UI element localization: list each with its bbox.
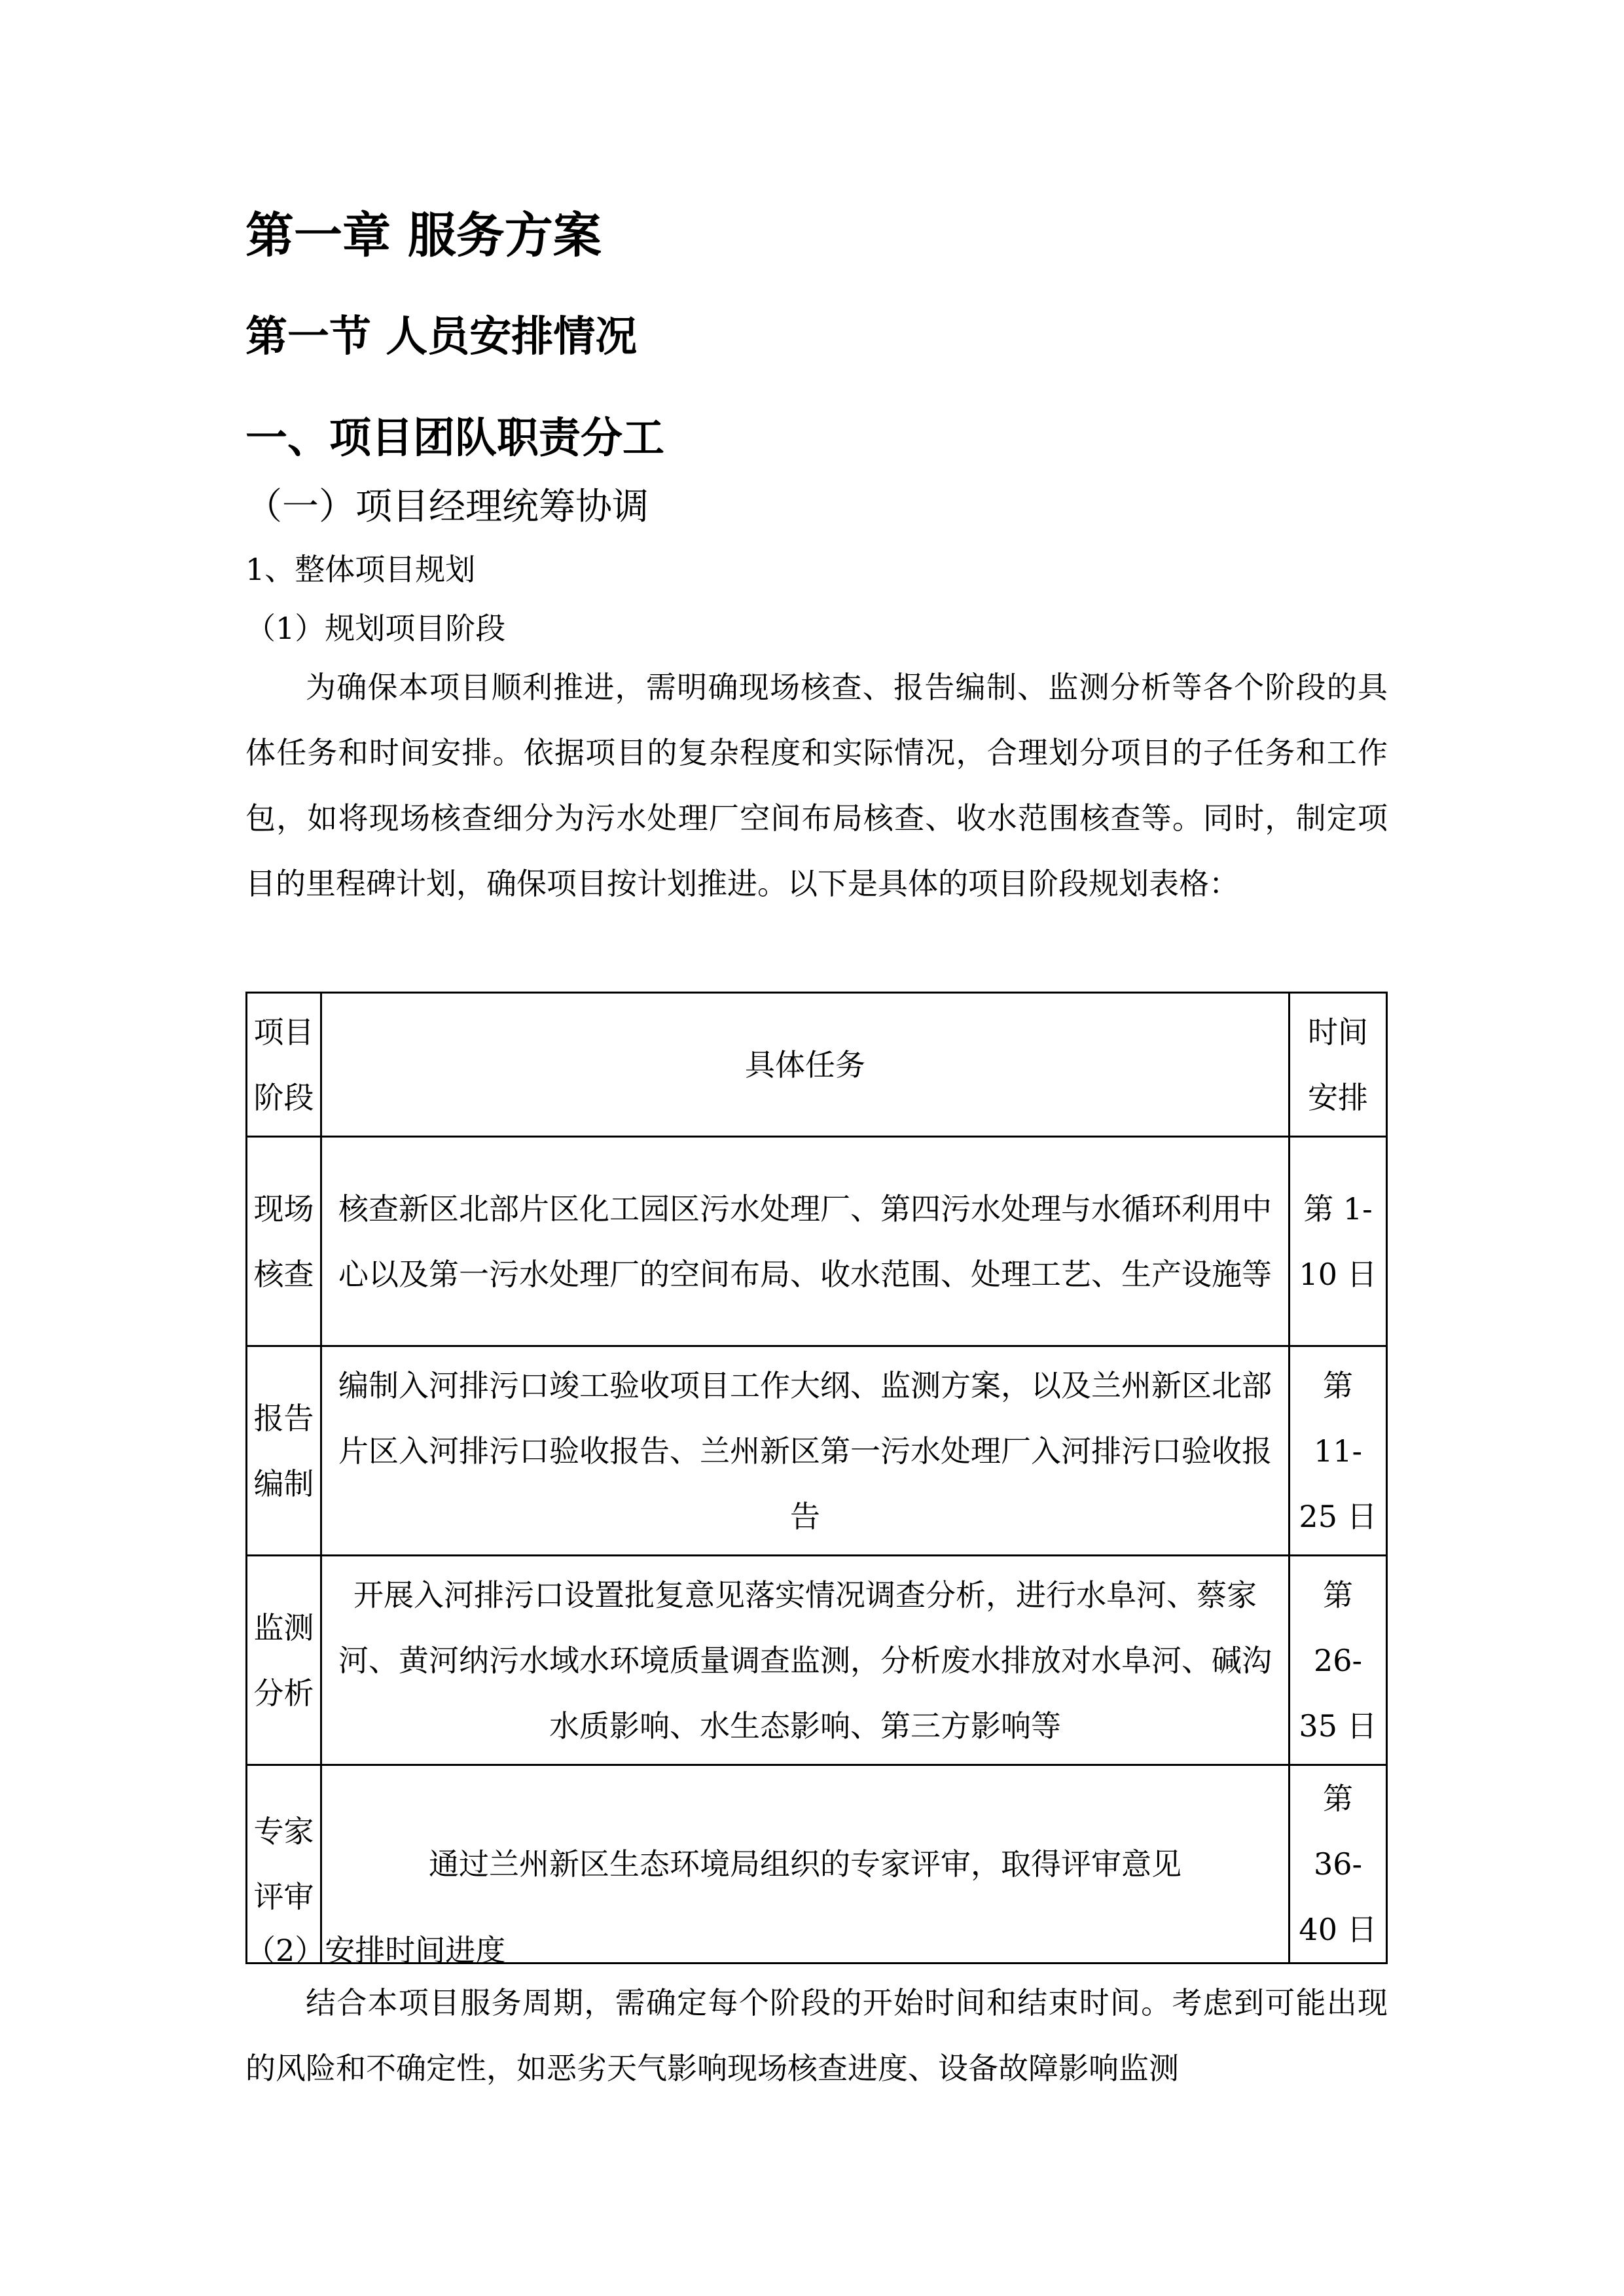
row-task: 编制入河排污口竣工验收项目工作大纲、监测方案，以及兰州新区北部片区入河排污口验收报告、兰州新区第一污水处理厂入河排污口验收报告 [321, 1346, 1290, 1556]
section-title: 第一节 人员安排情况 [245, 312, 638, 361]
row-task: 通过兰州新区生态环境局组织的专家评审，取得评审意见 [321, 1765, 1290, 1964]
table-row [247, 1346, 1387, 1556]
point-title: 1、整体项目规划 [245, 552, 476, 587]
row-stage: 报告编制 [247, 1346, 321, 1556]
subpoint-title-1: （1）规划项目阶段 [245, 611, 506, 646]
header-task: 具体任务 [321, 993, 1290, 1137]
project-stage-table [245, 992, 1388, 1964]
subsection-title: 一、项目团队职责分工 [245, 414, 664, 463]
subpoint-title-2: （2）安排时间进度 [245, 1933, 506, 1968]
row-stage: 监测分析 [247, 1556, 321, 1765]
table-row [247, 1137, 1387, 1346]
row-task: 开展入河排污口设置批复意见落实情况调查分析，进行水阜河、蔡家河、黄河纳污水域水环境质量调查监测，分析废水排放对水阜河、碱沟水质影响、水生态影响、第三方影响等 [321, 1556, 1290, 1765]
header-stage: 项目阶段 [247, 993, 321, 1137]
row-time: 第 11-25 日 [1290, 1346, 1387, 1556]
paragraph-1: 为确保本项目顺利推进，需明确现场核查、报告编制、监测分析等各个阶段的具体任务和时间安排。依据项目的复杂程度和实际情况，合理划分项目的子任务和工作包，如将现场核查细分为污水处理厂空间布局核查、收水范围核查等。同时，制定项目的里程碑计划，确保项目按计划推进。以下是具体的项目阶段规划表格： [245, 670, 1388, 901]
row-task: 核查新区北部片区化工园区污水处理厂、第四污水处理与水循环利用中心以及第一污水处理厂的空间布局、收水范围、处理工艺、生产设施等 [321, 1137, 1290, 1346]
item-title: （一）项目经理统筹协调 [245, 486, 649, 528]
row-time: 第 36-40 日 [1290, 1765, 1387, 1964]
row-stage: 现场核查 [247, 1137, 321, 1346]
table-row [247, 1556, 1387, 1765]
row-stage: 专家评审 [247, 1765, 321, 1964]
table-header-row [247, 993, 1387, 1137]
row-time: 第 26-35 日 [1290, 1556, 1387, 1765]
chapter-title: 第一章 服务方案 [245, 207, 602, 264]
row-time: 第 1-10 日 [1290, 1137, 1387, 1346]
paragraph-2: 结合本项目服务周期，需确定每个阶段的开始时间和结束时间。考虑到可能出现的风险和不确定性，如恶劣天气影响现场核查进度、设备故障影响监测 [245, 1985, 1388, 2086]
header-time: 时间安排 [1290, 993, 1387, 1137]
